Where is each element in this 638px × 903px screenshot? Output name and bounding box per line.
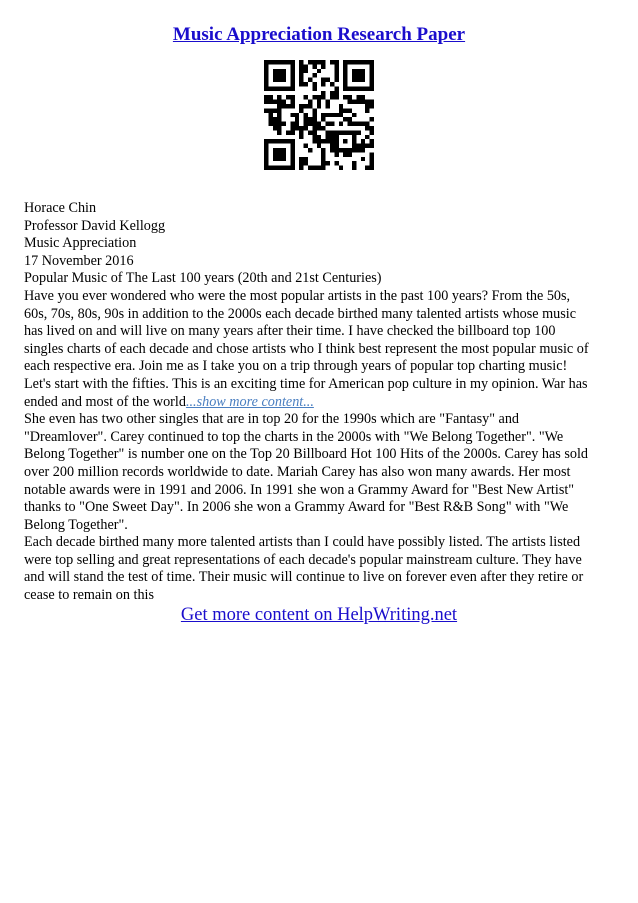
header-block: [24, 200, 614, 288]
text-line: and will stand the test of time. Their music will continue to live on forever even after they retire or: [24, 569, 584, 586]
text-line: over 200 million records worldwide to date. Mariah Carey has also won many awards. Her most: [24, 463, 571, 480]
text-line: cease to remain on this: [24, 587, 155, 604]
text-line: thanks to "One Sweet Day". In 2006 she won a Grammy Award for "Best R&B Song" with "We: [24, 499, 569, 516]
paragraph-carey: [24, 411, 614, 534]
text-line: has lived on and will live on many years after their time. I have checked the billboard top 100: [24, 323, 556, 340]
text-line: Belong Together".: [24, 516, 128, 533]
text-line: Belong Together" is number one on the Top 20 Billboard Hot 100 Hits of the 2000s. Carey has sold: [24, 446, 589, 463]
show-more-link[interactable]: ...show more content...: [185, 393, 314, 410]
author-name: Horace Chin: [24, 200, 97, 216]
paragraph-conclusion: [24, 534, 614, 604]
professor-name: Professor David Kellogg: [24, 217, 166, 234]
document-title-link[interactable]: Music Appreciation Research Paper: [172, 24, 466, 45]
text-line: Each decade birthed many more talented artists than I could have possibly listed. The artists listed: [24, 534, 581, 551]
course-name: Music Appreciation: [24, 235, 137, 252]
text-line: each respective era. Join me as I take you on a trip through years of popular top charting music!: [24, 358, 568, 375]
document-body: [24, 200, 614, 605]
more-content-link[interactable]: Get more content on HelpWriting.net: [180, 605, 458, 625]
text-line: "Dreamlover". Carey continued to top the charts in the 2000s with "We Belong Together". "We: [24, 428, 564, 445]
text-line: were top selling and great representations of each decade's popular mainstream culture. They have: [24, 551, 582, 568]
text-line: Have you ever wondered who were the most popular artists in the past 100 years? From the 50s,: [24, 287, 571, 304]
text-line-with-more: [24, 394, 614, 412]
qr-code-image: [264, 60, 374, 170]
text-line: Let's start with the fifties. This is an exciting time for American pop culture in my opinion. War has: [24, 375, 588, 392]
document-date: 17 November 2016: [24, 252, 134, 269]
text-line: singles charts of each decade and chose artists who I think best represent the most popular music of: [24, 340, 589, 357]
text-line: She even has two other singles that are in top 20 for the 1990s which are "Fantasy" and: [24, 411, 520, 428]
text-line: notable awards were in 1991 and 2006. In 1991 she won a Grammy Award for "Best New Artist": [24, 481, 575, 498]
text-line: 60s, 70s, 80s, 90s in addition to the 2000s each decade birthed many talented artists whose music: [24, 305, 577, 322]
paragraph-intro: [24, 288, 614, 411]
paper-subtitle: Popular Music of The Last 100 years (20th and 21st Centuries): [24, 270, 382, 287]
text-fragment: ended and most of the world: [24, 393, 186, 410]
